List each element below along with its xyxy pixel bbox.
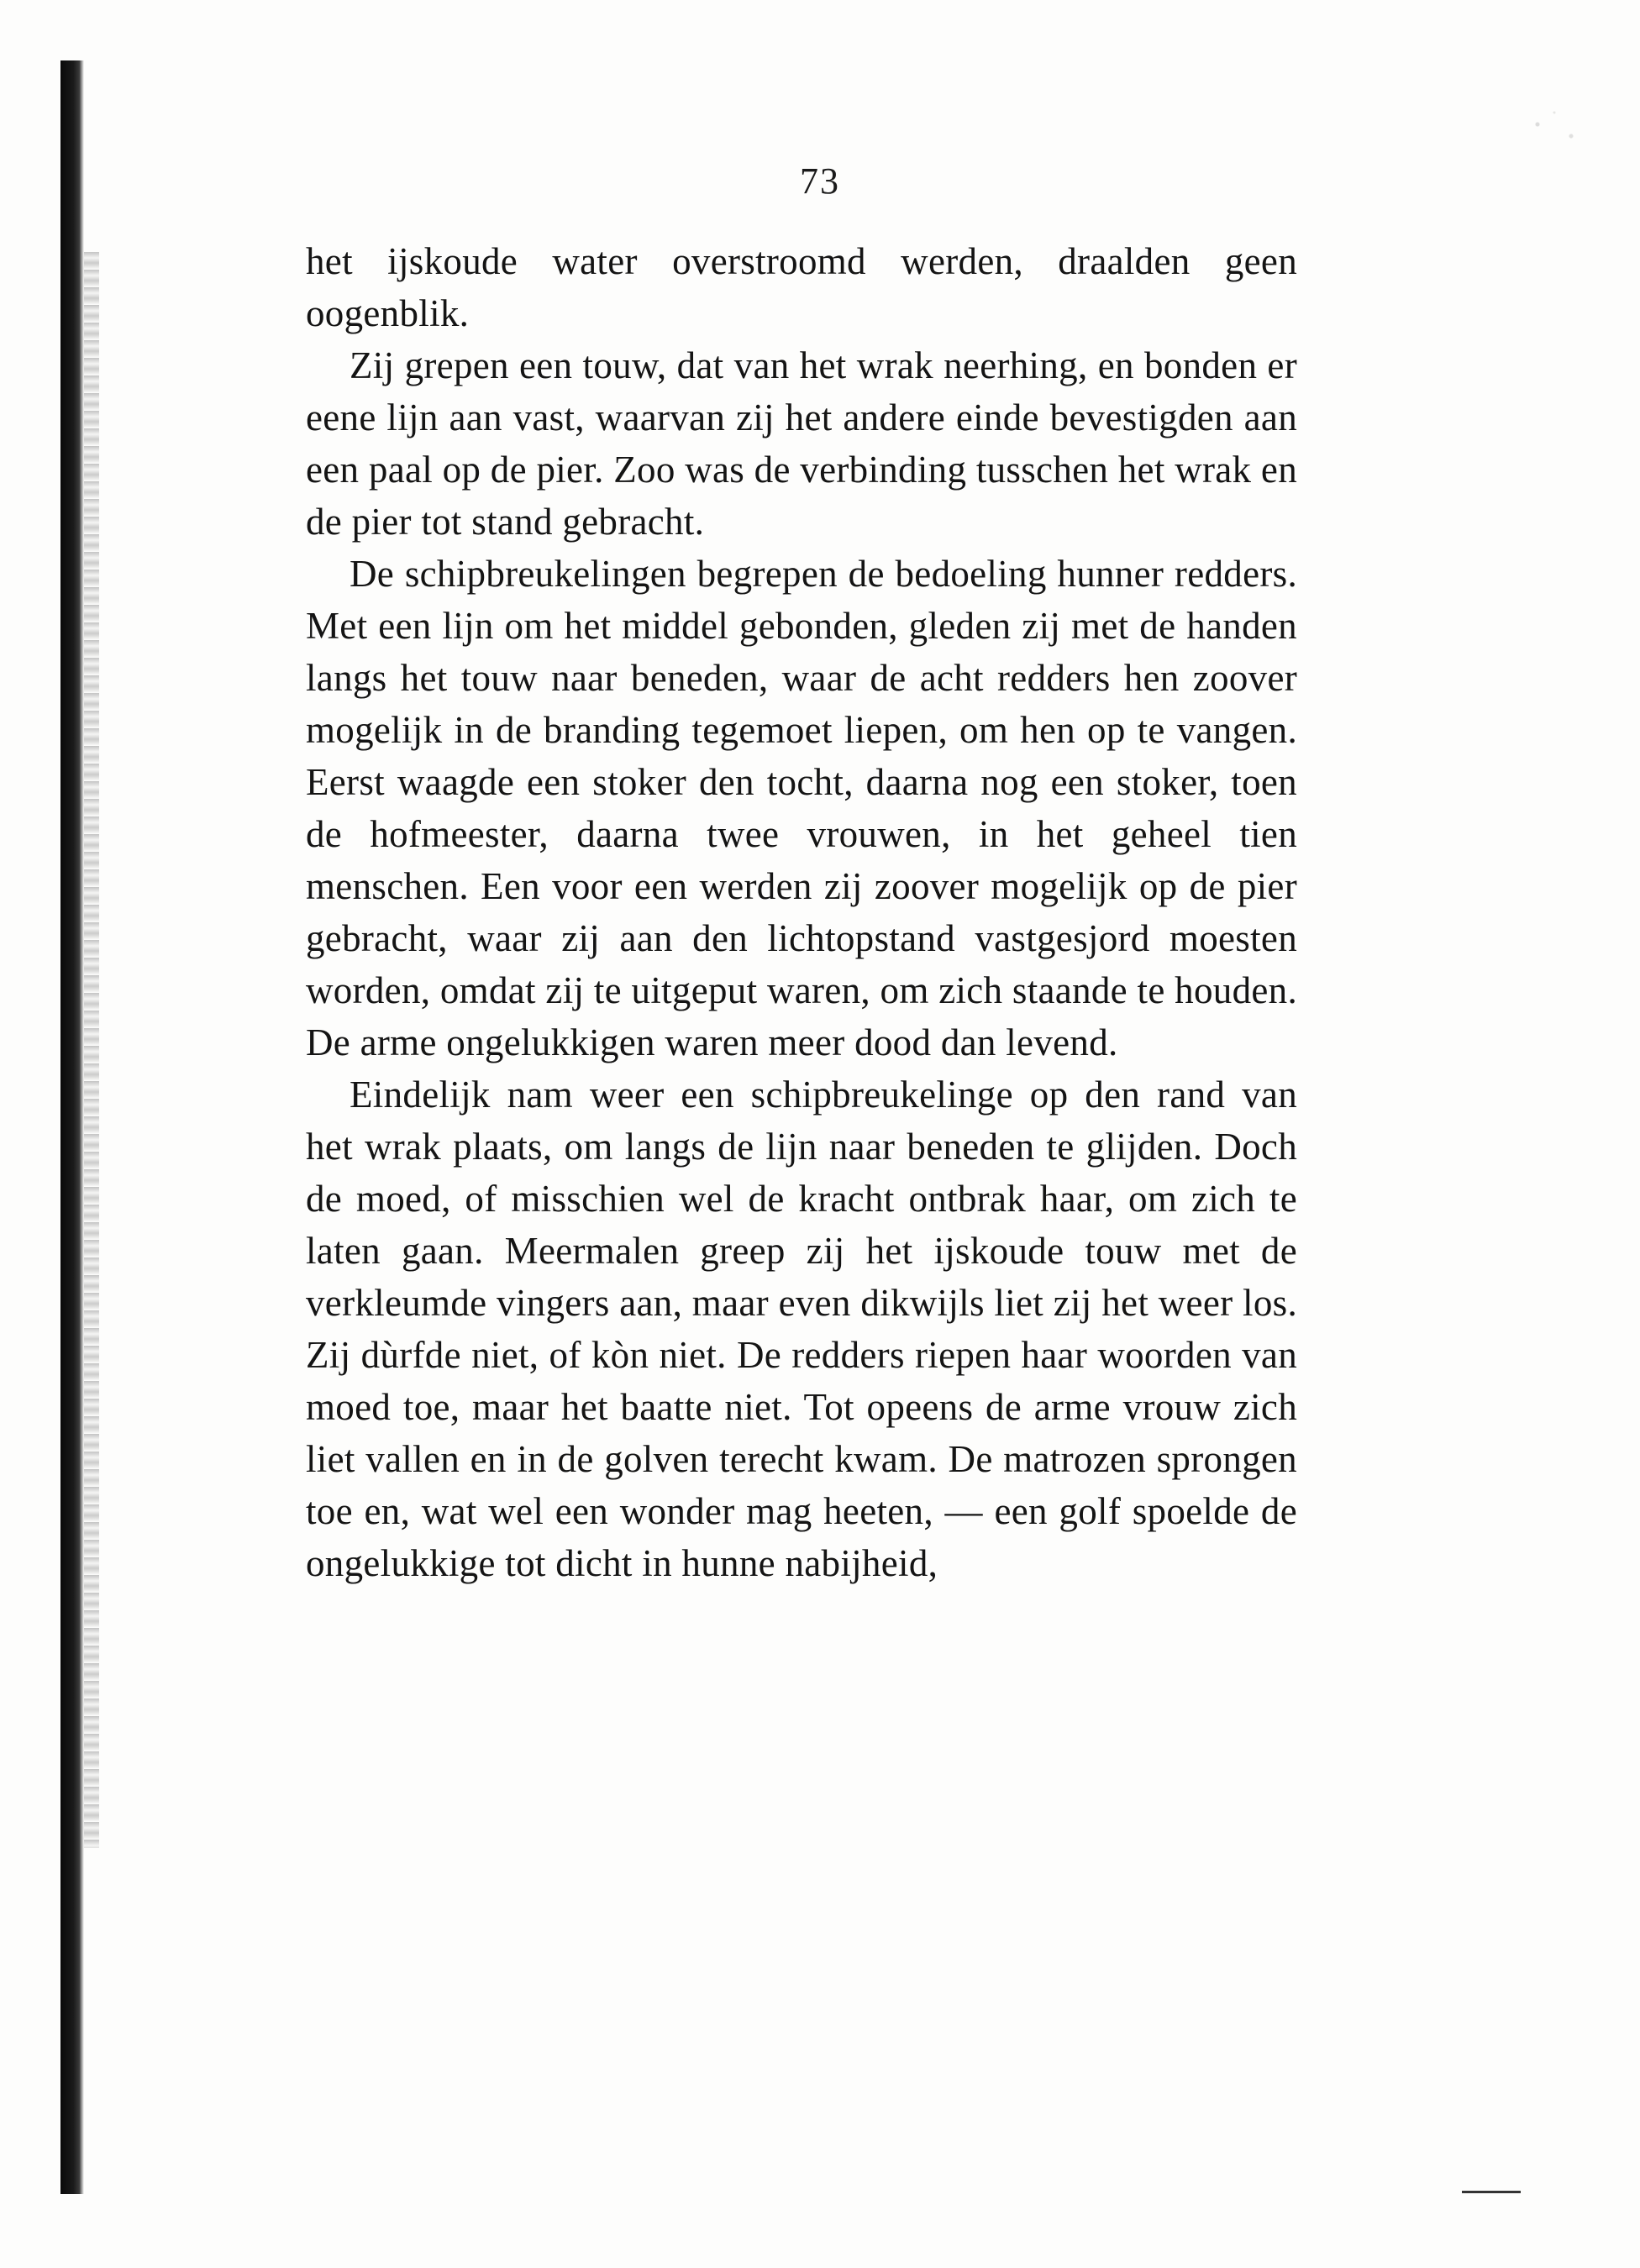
paragraph-1: het ijskoude water overstroomd werden, draalden geen oogenblik. <box>306 240 1297 334</box>
page-number: 73 <box>800 160 840 202</box>
book-binding-shadow <box>60 60 84 2194</box>
binding-texture <box>84 252 99 1848</box>
body-text <box>306 235 1297 1589</box>
paragraph-4: Eindelijk nam weer een schipbreukelinge op den rand van het wrak plaats, om langs de lijn naar beneden te glijden. Doch de moed, of misschien wel de kracht ontbrak haar, om zich te laten gaan. Meermalen greep zij het ijskoude touw met de verkleumde vingers aan, maar even dikwijls liet zij het weer los. Zij dùrfde niet, of kòn niet. De redders riepen haar woorden van moed toe, maar het baatte niet. Tot opeens de arme vrouw zich liet vallen en in de golven terecht kwam. De matrozen sprongen toe en, wat wel een wonder mag heeten, — een golf spoelde de ongelukkige tot dicht in hunne nabijheid, <box>306 1074 1297 1584</box>
paragraph-2: Zij grepen een touw, dat van het wrak neerhing, en bonden er eene lijn aan vast, waarvan zij het andere einde bevestigden aan een paal op de pier. Zoo was de verbinding tusschen het wrak en de pier tot stand gebracht. <box>306 344 1297 543</box>
scan-mark <box>1462 2191 1521 2193</box>
paragraph-3: De schipbreukelingen begrepen de bedoeling hunner redders. Met een lijn om het middel gebonden, gleden zij met de handen langs het touw naar beneden, waar de acht redders hen zoover mogelijk in de branding tegemoet liepen, om hen op te vangen. Eerst waagde een stoker den tocht, daarna nog een stoker, toen de hofmeester, daarna twee vrouwen, in het geheel tien menschen. Een voor een werden zij zoover mogelijk op de pier gebracht, waar zij aan den lichtopstand vastgesjord moesten worden, omdat zij te uitgeput waren, om zich staande te houden. De arme ongelukkigen waren meer dood dan levend. <box>306 553 1297 1063</box>
scan-speckle <box>1512 101 1596 160</box>
